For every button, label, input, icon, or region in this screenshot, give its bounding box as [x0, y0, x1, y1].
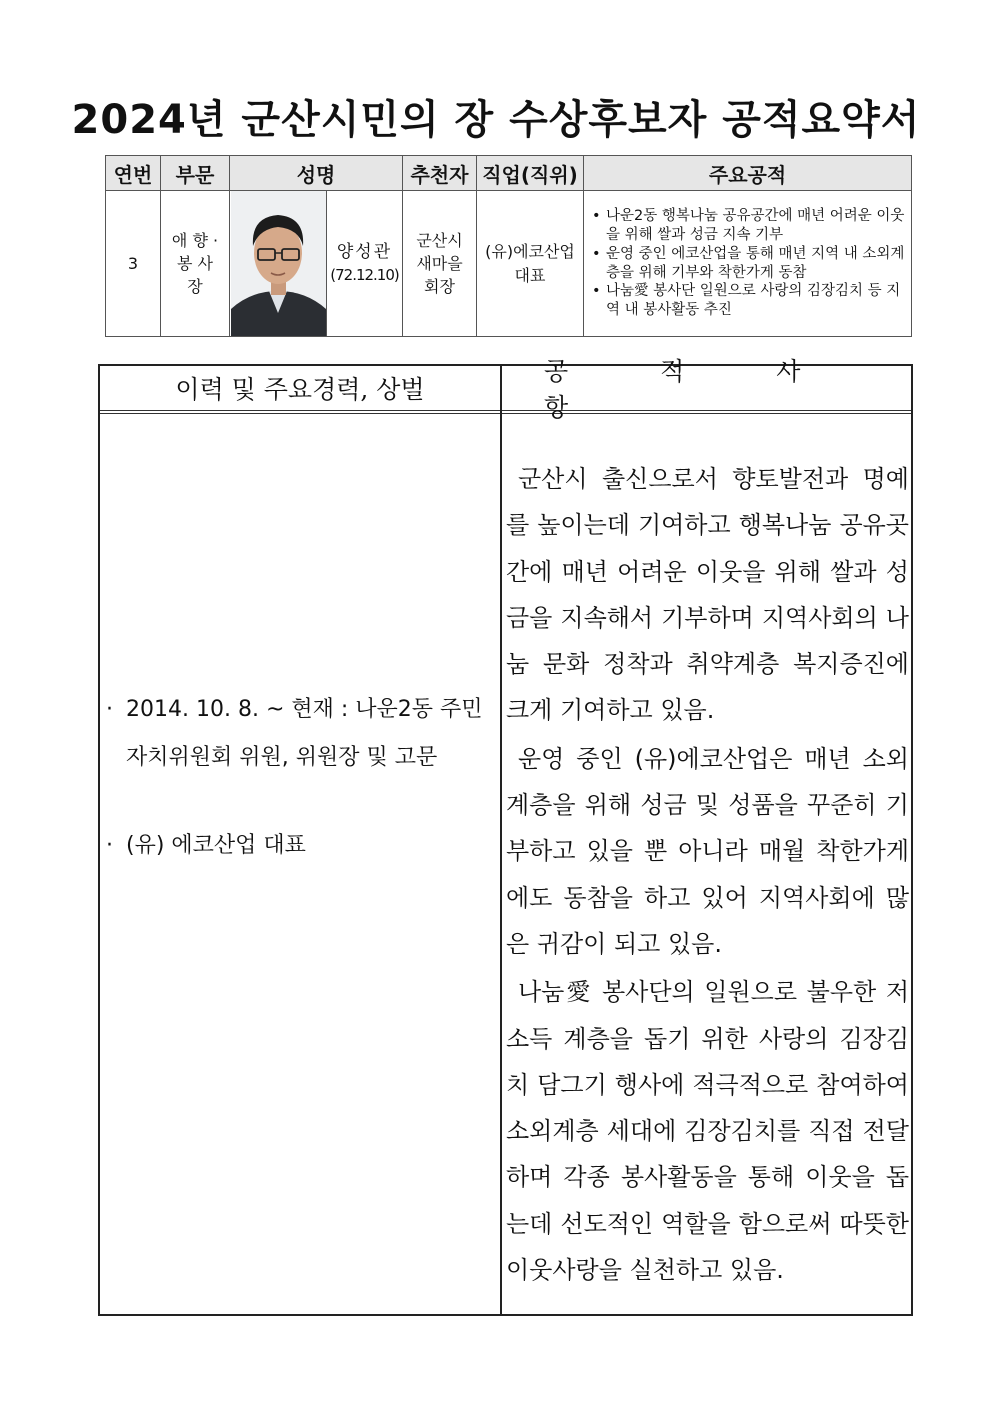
career-item: · 2014. 10. 8. ~ 현재 : 나운2동 주민자치위원회 위원, 위원장 및 고문 — [106, 686, 498, 782]
achievements-text — [506, 456, 909, 1295]
career-list — [106, 686, 498, 870]
achievement-paragraph: 군산시 출신으로서 향토발전과 명예를 높이는데 기여하고 행복나눔 공유곳간에 매년 어려운 이웃을 위해 쌀과 성금을 지속해서 기부하며 지역사회의 나눔 문화 정착과 취약계층 복지증진에 크게 기여하고 있음. — [506, 465, 909, 725]
cell-category: 애 향 · 봉 사 장 — [161, 191, 230, 337]
career-header: 이력 및 주요경력, 상벌 — [100, 366, 500, 414]
detail-table — [98, 357, 913, 1316]
merit-item: • 나운2동 행복나눔 공유공간에 매년 어려운 이웃을 위해 쌀과 성금 지속 기부 — [590, 207, 905, 245]
photo-cell — [230, 191, 327, 337]
career-item: · (유) 에코산업 대표 — [106, 822, 498, 870]
header-occupation: 직업(직위) — [477, 156, 584, 191]
achievement-paragraph: 나눔愛 봉사단의 일원으로 불우한 저소득 계층을 돕기 위한 사랑의 김장김치 담그기 행사에 적극적으로 참여하여 소외계층 세대에 김장김치를 직접 전달하며 각종 봉사활동을 통해 이웃을 돕는데 선도적인 역할을 함으로써 따뜻한 이웃사랑을 실천하고 있음. — [506, 978, 909, 1285]
header-category: 부문 — [161, 156, 230, 191]
merit-item: • 운영 중인 에코산업을 통해 매년 지역 내 소외계층을 위해 기부와 착한가게 동참 — [590, 245, 905, 283]
summary-row — [106, 191, 912, 337]
cell-merits — [584, 191, 912, 337]
merit-item: • 나눔愛 봉사단 일원으로 사랑의 김장김치 등 지역 내 봉사활동 추진 — [590, 282, 905, 320]
portrait-photo — [231, 191, 326, 336]
document-title: 2024년 군산시민의 장 수상후보자 공적요약서 — [71, 97, 921, 143]
cell-no: 3 — [106, 191, 161, 337]
summary-header-row — [106, 156, 912, 191]
candidate-birth: (72.12.10) — [330, 265, 399, 284]
career-column — [100, 366, 502, 1314]
achievements-header: 공 적 사 항 — [502, 366, 911, 414]
header-merits: 주요공적 — [584, 156, 912, 191]
cell-occupation: (유)에코산업 대표 — [477, 191, 584, 337]
cell-recommender: 군산시 새마을 회장 — [403, 191, 477, 337]
cell-name — [327, 191, 403, 337]
header-name: 성명 — [230, 156, 403, 191]
header-no: 연번 — [106, 156, 161, 191]
candidate-name: 양성관 — [336, 242, 393, 263]
summary-table — [105, 155, 912, 337]
achievement-paragraph: 운영 중인 (유)에코산업은 매년 소외계층을 위해 성금 및 성품을 꾸준히 기부하고 있을 뿐 아니라 매월 착한가게에도 동참을 하고 있어 지역사회에 많은 귀감이 되고 있음. — [506, 744, 909, 958]
header-recommender: 추천자 — [403, 156, 477, 191]
achievements-column — [502, 357, 911, 1314]
